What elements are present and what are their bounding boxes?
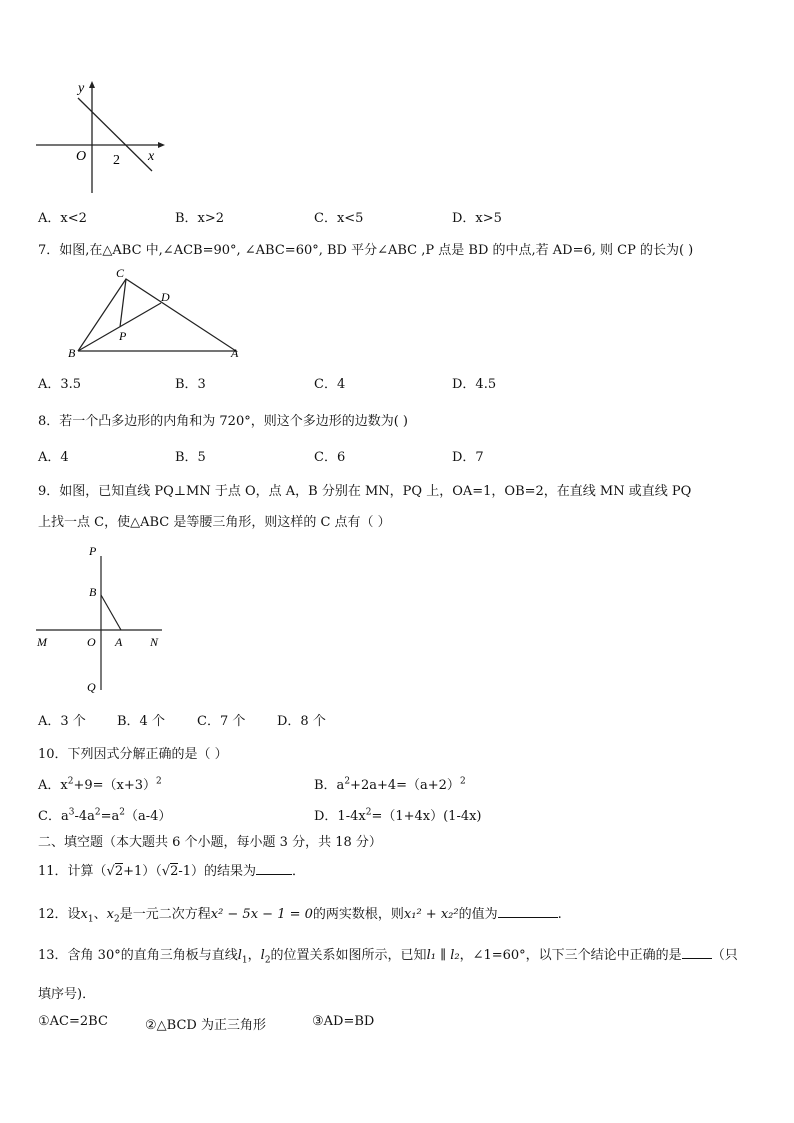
q6-figure xyxy=(30,78,170,196)
q9-question-line1: 9．如图，已知直线 PQ⊥MN 于点 O，点 A，B 分别在 MN，PQ 上，OA=1，OB=2，在直线 MN 或直线 PQ xyxy=(38,484,692,499)
label-p: P xyxy=(89,544,97,558)
q11-answer-blank[interactable] xyxy=(256,874,292,875)
q9-option-c: C．7 个 xyxy=(197,714,246,729)
q6-option-b: B．x>2 xyxy=(175,211,225,226)
x-axis-arrow xyxy=(158,142,165,148)
label-p: P xyxy=(119,329,127,343)
label-o: O xyxy=(87,635,96,649)
q7-triangle-figure xyxy=(64,262,254,362)
label-m: M xyxy=(37,635,47,649)
label-a: A xyxy=(115,635,123,649)
q9-figure xyxy=(34,540,170,696)
label-b: B xyxy=(89,585,97,599)
q7-question: 7．如图,在△ABC 中,∠ACB=90°, ∠ABC=60°, BD 平分∠ABC ,P 点是 BD 的中点,若 AD=6, 则 CP 的长为( ) xyxy=(38,243,694,258)
q9-option-a: A．3 个 xyxy=(38,714,86,729)
sqrt-icon: √ xyxy=(106,864,115,879)
label-d: D xyxy=(161,290,170,304)
q10-option-c: C．$a^3-4a^2=a^2(a-4)$ xyxy=(38,807,172,824)
x-label: x xyxy=(148,149,155,164)
q13-option-3: ③AD=BD xyxy=(312,1014,375,1029)
label-n: N xyxy=(150,635,159,649)
q6-option-d: D．x>5 xyxy=(452,211,502,226)
q9-option-d: D．8 个 xyxy=(277,714,326,729)
segment-ab xyxy=(101,595,121,630)
q7-option-d: D．4.5 xyxy=(452,377,497,392)
q13-option-1: ①AC=2BC xyxy=(38,1014,108,1029)
q8-option-d: D．7 xyxy=(452,450,484,465)
q8-question: 8．若一个凸多边形的内角和为 720°，则这个多边形的边数为( ) xyxy=(38,414,408,429)
q12-question: 12．设$x_1$、$x_2$是一元二次方程x² − 5x − 1 = 0的两实数根，则x₁² + x₂²的值为 . xyxy=(38,907,562,925)
q7-option-b: B．3 xyxy=(175,377,206,392)
q8-option-a: A．4 xyxy=(38,450,69,465)
triangle-abc xyxy=(78,279,236,351)
q13-answer-blank[interactable] xyxy=(682,958,712,959)
q13-option-2: ②△BCD 为正三角形 xyxy=(145,1018,266,1033)
q10-question: 10．下列因式分解正确的是（ ） xyxy=(38,747,228,762)
y-label: y xyxy=(78,81,85,96)
q10-option-d: D．$1-4x^2=(1+4x)(1-4x)$ xyxy=(314,807,482,824)
q9-question-line2: 上找一点 C，使△ABC 是等腰三角形，则这样的 C 点有（ ） xyxy=(38,515,391,530)
q8-option-b: B．5 xyxy=(175,450,206,465)
q13-question-line1: 13．含角 30°的直角三角板与直线$l_1$，$l_2$的位置关系如图所示，已知l₁ ∥ l₂，∠1=60°，以下三个结论中正确的是 （只 xyxy=(38,948,738,966)
q7-option-a: A．3.5 xyxy=(38,377,82,392)
q12-answer-blank[interactable] xyxy=(498,917,558,918)
intercept-label: 2 xyxy=(113,153,120,168)
origin-label: O xyxy=(76,149,87,164)
q10-option-b: B．$a^2+2a+4=(a+2)^2$ xyxy=(314,776,466,793)
segment-bd xyxy=(78,303,161,351)
label-b: B xyxy=(68,346,76,360)
label-q: Q xyxy=(87,680,96,694)
q7-option-c: C．4 xyxy=(314,377,346,392)
sqrt-icon: √ xyxy=(161,864,171,879)
q8-option-c: C．6 xyxy=(314,450,346,465)
label-c: C xyxy=(116,266,125,280)
q13-question-line2: 填序号)． xyxy=(38,987,96,1002)
label-a: A xyxy=(231,346,239,360)
y-axis-arrow xyxy=(89,81,95,88)
section-heading-fill-in: 二、填空题（本大题共 6 个小题，每小题 3 分，共 18 分） xyxy=(38,835,382,850)
q6-option-c: C．x<5 xyxy=(314,211,364,226)
q10-option-a: A．$x^2+9=(x+3)^2$ xyxy=(38,776,162,793)
q6-option-a: A．x<2 xyxy=(38,211,87,226)
q11-question: 11．计算（√2+1）（√2-1）的结果为 ． xyxy=(38,864,306,879)
q9-option-b: B．4 个 xyxy=(117,714,165,729)
